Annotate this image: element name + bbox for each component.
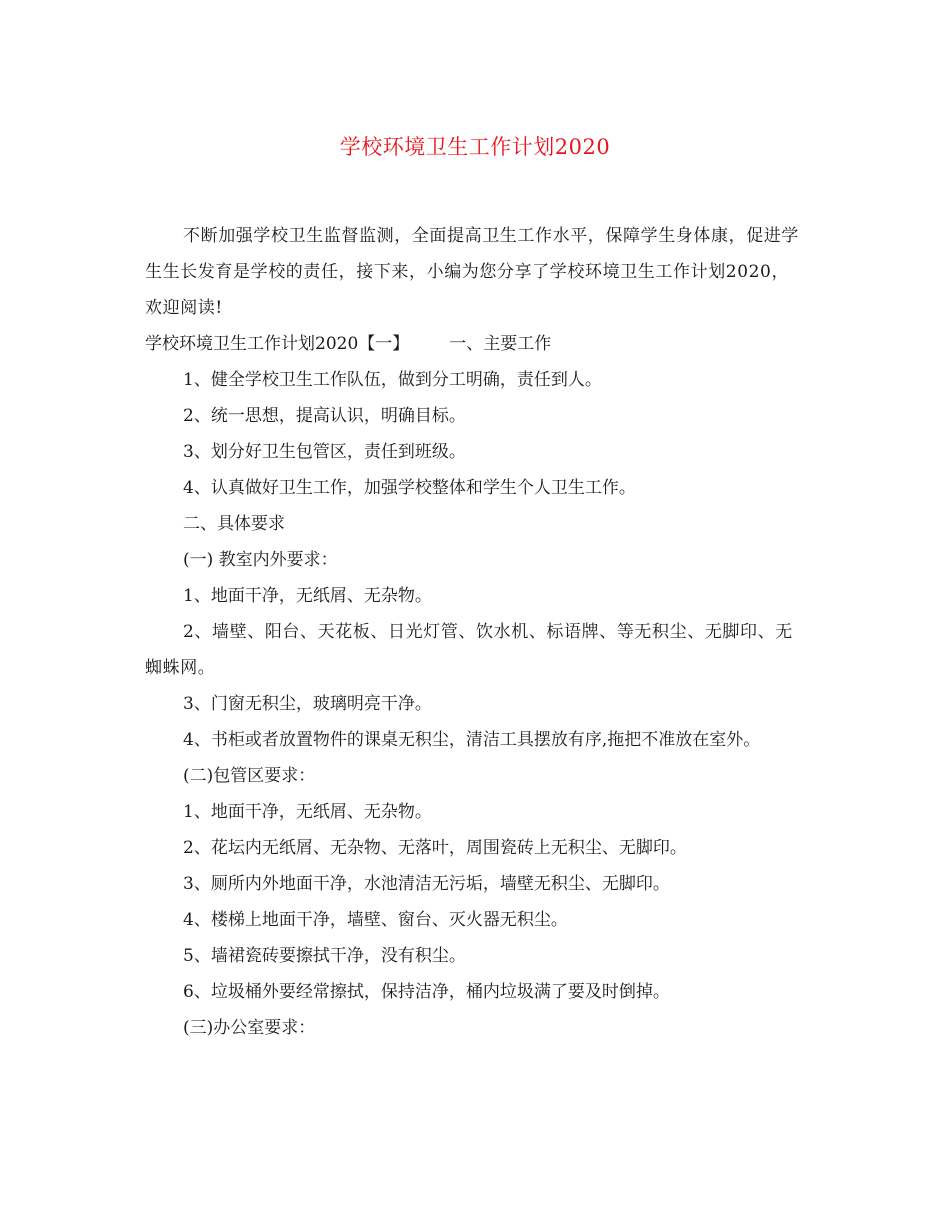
document-title: 学校环境卫生工作计划2020 [339,135,611,159]
subsection-heading: (三)办公室要求： [183,1018,316,1038]
subsection-heading: 二、具体要求 [183,514,285,534]
document-body [145,218,805,1046]
list-item: 1、地面干净，无纸屑、无杂物。 [183,802,432,822]
list-item: 2、统一思想，提高认识，明确目标。 [183,406,466,426]
list-item: 3、门窗无积尘，玻璃明亮干净。 [183,694,432,714]
list-item: 6、垃圾桶外要经常擦拭，保持洁净，桶内垃圾满了要及时倒掉。 [183,982,670,1002]
list-item: 1、地面干净，无纸屑、无杂物。 [183,586,432,606]
list-item: 4、楼梯上地面干净，墙壁、窗台、灭火器无积尘。 [183,910,568,930]
list-item: 4、认真做好卫生工作，加强学校整体和学生个人卫生工作。 [183,478,636,498]
list-item: 2、花坛内无纸屑、无杂物、无落叶，周围瓷砖上无积尘、无脚印。 [183,838,687,858]
plan-heading: 学校环境卫生工作计划2020【一】 [145,334,410,354]
intro-paragraph: 不断加强学校卫生监督监测，全面提高卫生工作水平，保障学生身体康，促进学生生长发育是学校的责任，接下来，小编为您分享了学校环境卫生工作计划2020，欢迎阅读! [145,226,799,318]
list-item: 3、厕所内外地面干净，水池清洁无污垢，墙壁无积尘、无脚印。 [183,874,670,894]
main-work-heading: 一、主要工作 [449,334,552,354]
list-item: 4、书柜或者放置物件的课桌无积尘，清洁工具摆放有序,拖把不准放在室外。 [183,730,761,750]
list-item: 2、墙壁、阳台、天花板、日光灯管、饮水机、标语牌、等无积尘、无脚印、无蜘蛛网。 [145,622,793,678]
section-heading [145,326,805,362]
list-item: 1、健全学校卫生工作队伍，做到分工明确，责任到人。 [183,370,602,390]
subsection-heading: (一) 教室内外要求： [183,550,338,570]
subsection-heading: (二)包管区要求： [183,766,316,786]
list-item: 5、墙裙瓷砖要擦拭干净，没有积尘。 [183,946,466,966]
list-item: 3、划分好卫生包管区，责任到班级。 [183,442,466,462]
